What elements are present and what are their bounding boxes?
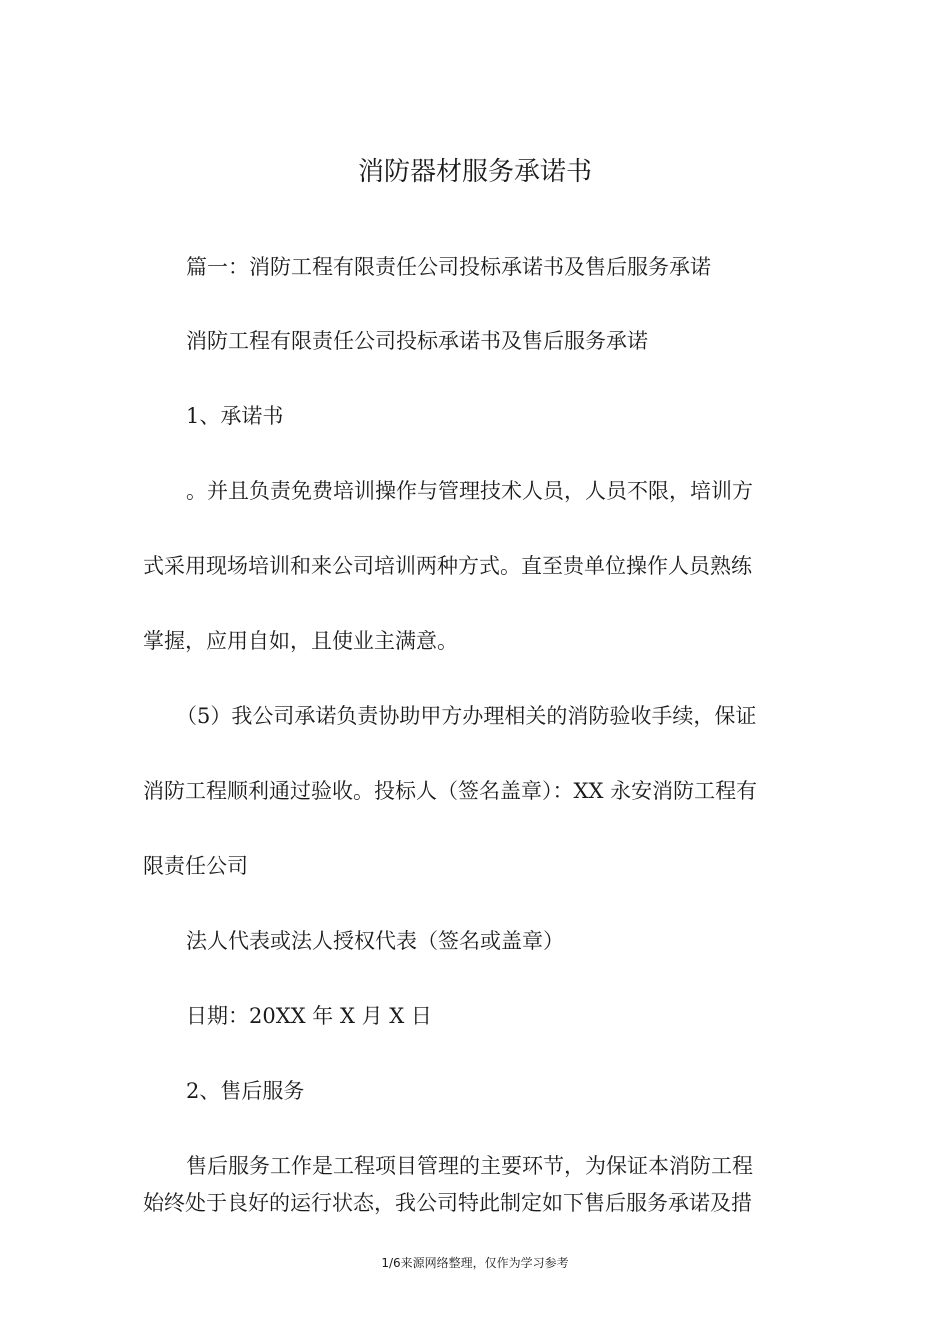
paragraph-line: 限责任公司: [143, 854, 248, 878]
paragraph-line: 消防工程顺利通过验收。投标人（签名盖章）：XX 永安消防工程有: [143, 779, 758, 803]
paragraph-line: 式采用现场培训和来公司培训两种方式。直至贵单位操作人员熟练: [143, 554, 752, 578]
section-heading: 1、承诺书: [186, 404, 284, 428]
paragraph-line: 消防工程有限责任公司投标承诺书及售后服务承诺: [186, 329, 648, 353]
paragraph-line: （5）我公司承诺负责协助甲方办理相关的消防验收手续，保证: [176, 704, 757, 728]
paragraph-line: 始终处于良好的运行状态，我公司特此制定如下售后服务承诺及措: [143, 1191, 752, 1215]
date-line: 日期：20XX 年 X 月 X 日: [186, 1004, 432, 1028]
paragraph-line: 篇一：消防工程有限责任公司投标承诺书及售后服务承诺: [186, 255, 711, 279]
signature-line: 法人代表或法人授权代表（签名或盖章）: [186, 929, 564, 953]
paragraph-line: 售后服务工作是工程项目管理的主要环节，为保证本消防工程: [186, 1154, 753, 1178]
document-title: 消防器材服务承诺书: [357, 157, 592, 187]
paragraph-line: 掌握，应用自如，且使业主满意。: [143, 629, 458, 653]
paragraph-line: 。并且负责免费培训操作与管理技术人员，人员不限，培训方: [186, 479, 753, 503]
section-heading: 2、售后服务: [186, 1079, 305, 1103]
page-footer: 1/6来源网络整理，仅作为学习参考: [381, 1256, 569, 1270]
